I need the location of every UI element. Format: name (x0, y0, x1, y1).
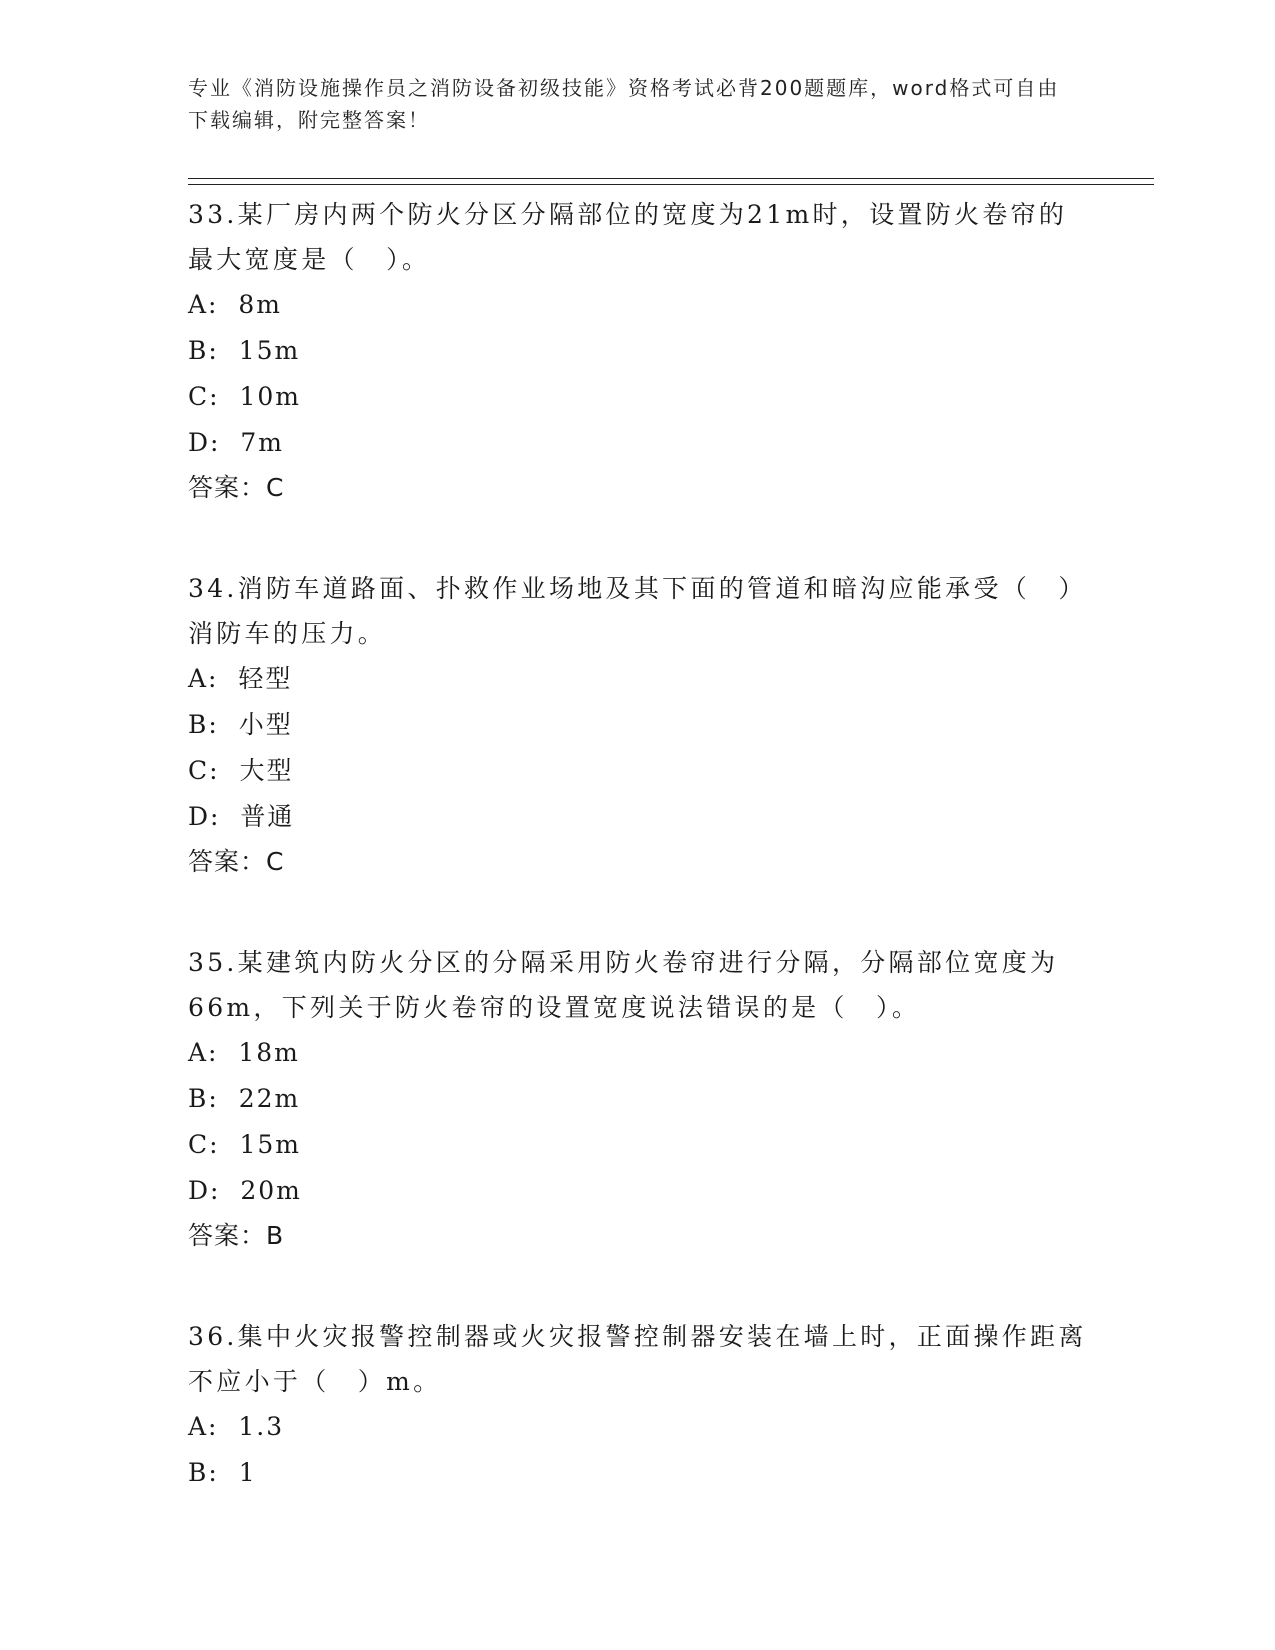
option-d: D: 7m (188, 428, 284, 457)
option-d: D: 普通 (188, 802, 295, 831)
answer: 答案：B (188, 1221, 285, 1250)
option-b: B: 1 (188, 1458, 257, 1487)
question-text: 33.某厂房内两个防火分区分隔部位的宽度为21m时，设置防火卷帘的最大宽度是（ ）。 (188, 200, 1068, 274)
question-list (188, 192, 1088, 1552)
header-divider-bottom (188, 184, 1154, 185)
option-a: A: 8m (188, 290, 282, 319)
option-d: D: 20m (188, 1176, 302, 1205)
option-b: B: 15m (188, 336, 301, 365)
question-text: 35.某建筑内防火分区的分隔采用防火卷帘进行分隔，分隔部位宽度为66m，下列关于防火卷帘的设置宽度说法错误的是（ ）。 (188, 948, 1059, 1022)
option-b: B: 22m (188, 1084, 301, 1113)
option-a: A: 轻型 (188, 664, 293, 693)
header-divider-top (188, 178, 1154, 179)
question-36 (188, 1314, 1088, 1496)
option-c: C: 15m (188, 1130, 301, 1159)
option-a: A: 18m (188, 1038, 300, 1067)
option-c: C: 大型 (188, 756, 294, 785)
question-text: 36.集中火灾报警控制器或火灾报警控制器安装在墙上时，正面操作距离不应小于（ ）m。 (188, 1322, 1087, 1396)
answer: 答案：C (188, 473, 285, 502)
option-c: C: 10m (188, 382, 301, 411)
question-33 (188, 192, 1088, 510)
question-34 (188, 566, 1088, 884)
question-35 (188, 940, 1088, 1258)
document-header: 专业《消防设施操作员之消防设备初级技能》资格考试必背200题题库，word格式可自由下载编辑，附完整答案！ (188, 76, 1060, 132)
question-text: 34.消防车道路面、扑救作业场地及其下面的管道和暗沟应能承受（ ）消防车的压力。 (188, 574, 1087, 648)
answer: 答案：C (188, 847, 285, 876)
option-b: B: 小型 (188, 710, 293, 739)
option-a: A: 1.3 (188, 1412, 285, 1441)
